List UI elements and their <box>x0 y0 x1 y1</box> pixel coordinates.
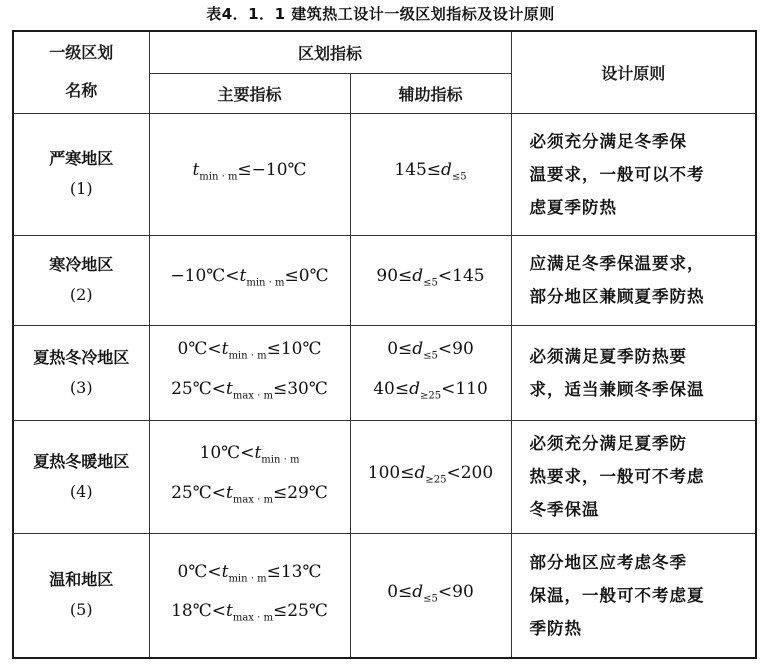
indicator-prefix: −10℃< <box>170 266 240 287</box>
indicator-subscript: min · m <box>199 171 238 183</box>
zone-name-cell <box>13 325 149 420</box>
design-principle-line: 必须满足夏季防热要 <box>529 346 688 366</box>
design-principle-line: 虑夏季防热 <box>529 197 618 217</box>
indicator-prefix: 18℃< <box>171 601 227 622</box>
indicator-prefix: 25℃< <box>171 378 227 399</box>
header-main-indicator: 主要指标 <box>149 73 350 113</box>
design-principle-line: 冬季保温 <box>529 500 600 519</box>
climate-zoning-table <box>12 30 757 659</box>
design-principle-cell <box>511 325 756 420</box>
indicator-line <box>351 576 511 615</box>
indicator-line <box>150 437 350 476</box>
main-indicator-cell <box>149 325 350 420</box>
indicator-variable: d <box>441 160 452 181</box>
main-indicator-cell <box>149 235 350 325</box>
indicator-variable: t <box>254 443 262 464</box>
indicator-prefix: 90≤ <box>376 266 413 287</box>
design-principle-line: 必须充分满足冬季保 <box>529 131 688 151</box>
aux-indicator-cell <box>350 533 511 658</box>
indicator-suffix: <110 <box>441 378 488 399</box>
indicator-subscript: ≥25 <box>425 474 447 486</box>
aux-indicator-cell <box>350 235 511 325</box>
indicator-prefix: 145≤ <box>394 160 442 181</box>
indicator-subscript: ≤5 <box>423 277 438 289</box>
indicator-subscript: ≤5 <box>423 592 438 604</box>
table-row <box>13 420 756 533</box>
design-principle-cell <box>511 533 756 658</box>
indicator-prefix: 0≤ <box>387 339 413 360</box>
header-aux-indicator: 辅助指标 <box>350 73 511 113</box>
indicator-line <box>150 260 350 299</box>
indicator-line <box>351 260 511 299</box>
indicator-subscript: max · m <box>232 389 273 401</box>
design-principle-line: 求，适当兼顾冬季保温 <box>529 379 705 399</box>
design-principle-line: 保温，一般可不考虑夏 <box>529 585 705 605</box>
zone-name-cell <box>13 235 149 325</box>
indicator-prefix: 0℃< <box>177 339 222 360</box>
indicator-variable: t <box>226 601 233 622</box>
indicator-suffix: <90 <box>437 581 474 602</box>
indicator-variable: d <box>412 339 424 360</box>
indicator-line <box>351 333 511 372</box>
zone-name: 寒冷地区 <box>49 255 114 274</box>
indicator-variable: t <box>226 482 233 503</box>
main-indicator-cell <box>149 420 350 533</box>
zone-name-cell <box>13 533 149 658</box>
indicator-subscript: min · m <box>228 350 267 362</box>
indicator-variable: t <box>221 339 229 360</box>
indicator-suffix: <200 <box>446 462 494 483</box>
indicator-prefix: 0℃< <box>177 561 222 582</box>
indicator-subscript: min · m <box>228 573 267 585</box>
design-principle-line: 季防热 <box>529 618 583 638</box>
aux-indicator-cell <box>350 325 511 420</box>
design-principle-line: 应满足冬季保温要求， <box>529 254 705 273</box>
design-principle-cell <box>511 420 756 533</box>
zone-number: (1) <box>69 179 93 198</box>
zone-name-cell <box>13 420 149 533</box>
table-row <box>13 113 756 235</box>
indicator-prefix: 40≤ <box>373 378 410 399</box>
zone-number: (4) <box>69 481 93 501</box>
zone-name: 夏热冬冷地区 <box>33 347 130 367</box>
indicator-line <box>150 477 350 516</box>
indicator-variable: d <box>412 581 424 602</box>
table-row <box>13 235 756 325</box>
indicator-subscript: min · m <box>246 277 285 289</box>
indicator-line <box>150 373 350 412</box>
indicator-prefix: 0≤ <box>387 581 413 602</box>
header-zone-name-line2: 名称 <box>65 81 98 101</box>
table-body <box>13 113 756 658</box>
indicator-variable: t <box>226 378 233 399</box>
main-indicator-cell <box>149 533 350 658</box>
table-caption: 表4．1．1 建筑热工设计一级区划指标及设计原则 <box>206 5 555 23</box>
zone-name: 温和地区 <box>49 570 114 590</box>
indicator-suffix: ≤29℃ <box>272 482 328 503</box>
zone-number: (3) <box>69 377 93 397</box>
header-zone-name <box>13 31 149 113</box>
indicator-suffix: ≤0℃ <box>284 266 329 287</box>
design-principle-cell <box>511 235 756 325</box>
indicator-subscript: ≤5 <box>451 171 467 183</box>
indicator-subscript: max · m <box>232 612 273 624</box>
header-zone-name-line1: 一级区划 <box>49 43 114 63</box>
indicator-variable: d <box>414 462 426 483</box>
aux-indicator-cell <box>350 113 511 235</box>
indicator-variable: d <box>412 266 424 287</box>
zone-number: (5) <box>69 600 93 620</box>
indicator-line <box>351 457 511 496</box>
indicator-line <box>150 556 350 595</box>
main-indicator-cell <box>149 113 350 235</box>
design-principle-line: 部分地区兼顾夏季防热 <box>529 287 705 306</box>
indicator-subscript: min · m <box>261 454 300 466</box>
table-row <box>13 325 756 420</box>
indicator-suffix: ≤25℃ <box>272 601 328 622</box>
indicator-line <box>150 154 350 193</box>
design-principle-cell <box>511 113 756 235</box>
indicator-suffix: ≤10℃ <box>266 339 322 360</box>
indicator-line <box>351 373 511 412</box>
indicator-line <box>150 333 350 372</box>
indicator-subscript: ≥25 <box>419 389 442 401</box>
indicator-prefix: 10℃< <box>199 443 255 464</box>
zone-number: (2) <box>69 285 93 304</box>
indicator-suffix: ≤13℃ <box>266 561 322 582</box>
design-principle-line: 温要求，一般可以不考 <box>529 164 705 184</box>
indicator-suffix: <90 <box>437 339 474 360</box>
indicator-subscript: ≤5 <box>423 350 438 362</box>
indicator-line <box>150 595 350 634</box>
indicator-variable: t <box>192 160 200 181</box>
header-principle: 设计原则 <box>511 31 756 113</box>
indicator-variable: d <box>409 378 420 399</box>
indicator-subscript: max · m <box>232 493 273 505</box>
indicator-suffix: <145 <box>437 266 485 287</box>
design-principle-line: 部分地区应考虑冬季 <box>529 552 688 572</box>
indicator-line <box>351 154 511 193</box>
aux-indicator-cell <box>350 420 511 533</box>
design-principle-line: 热要求，一般可不考虑 <box>529 467 705 486</box>
header-indicators: 区划指标 <box>149 31 511 73</box>
indicator-variable: t <box>239 266 247 287</box>
design-principle-line: 必须充分满足夏季防 <box>529 434 688 453</box>
zone-name-cell <box>13 113 149 235</box>
zone-name: 严寒地区 <box>49 149 114 168</box>
indicator-suffix: ≤30℃ <box>272 378 328 399</box>
table-row <box>13 533 756 658</box>
zone-name: 夏热冬暖地区 <box>33 451 130 471</box>
indicator-suffix: ≤−10℃ <box>237 160 307 181</box>
indicator-prefix: 100≤ <box>367 462 415 483</box>
indicator-prefix: 25℃< <box>171 482 227 503</box>
indicator-variable: t <box>221 561 229 582</box>
